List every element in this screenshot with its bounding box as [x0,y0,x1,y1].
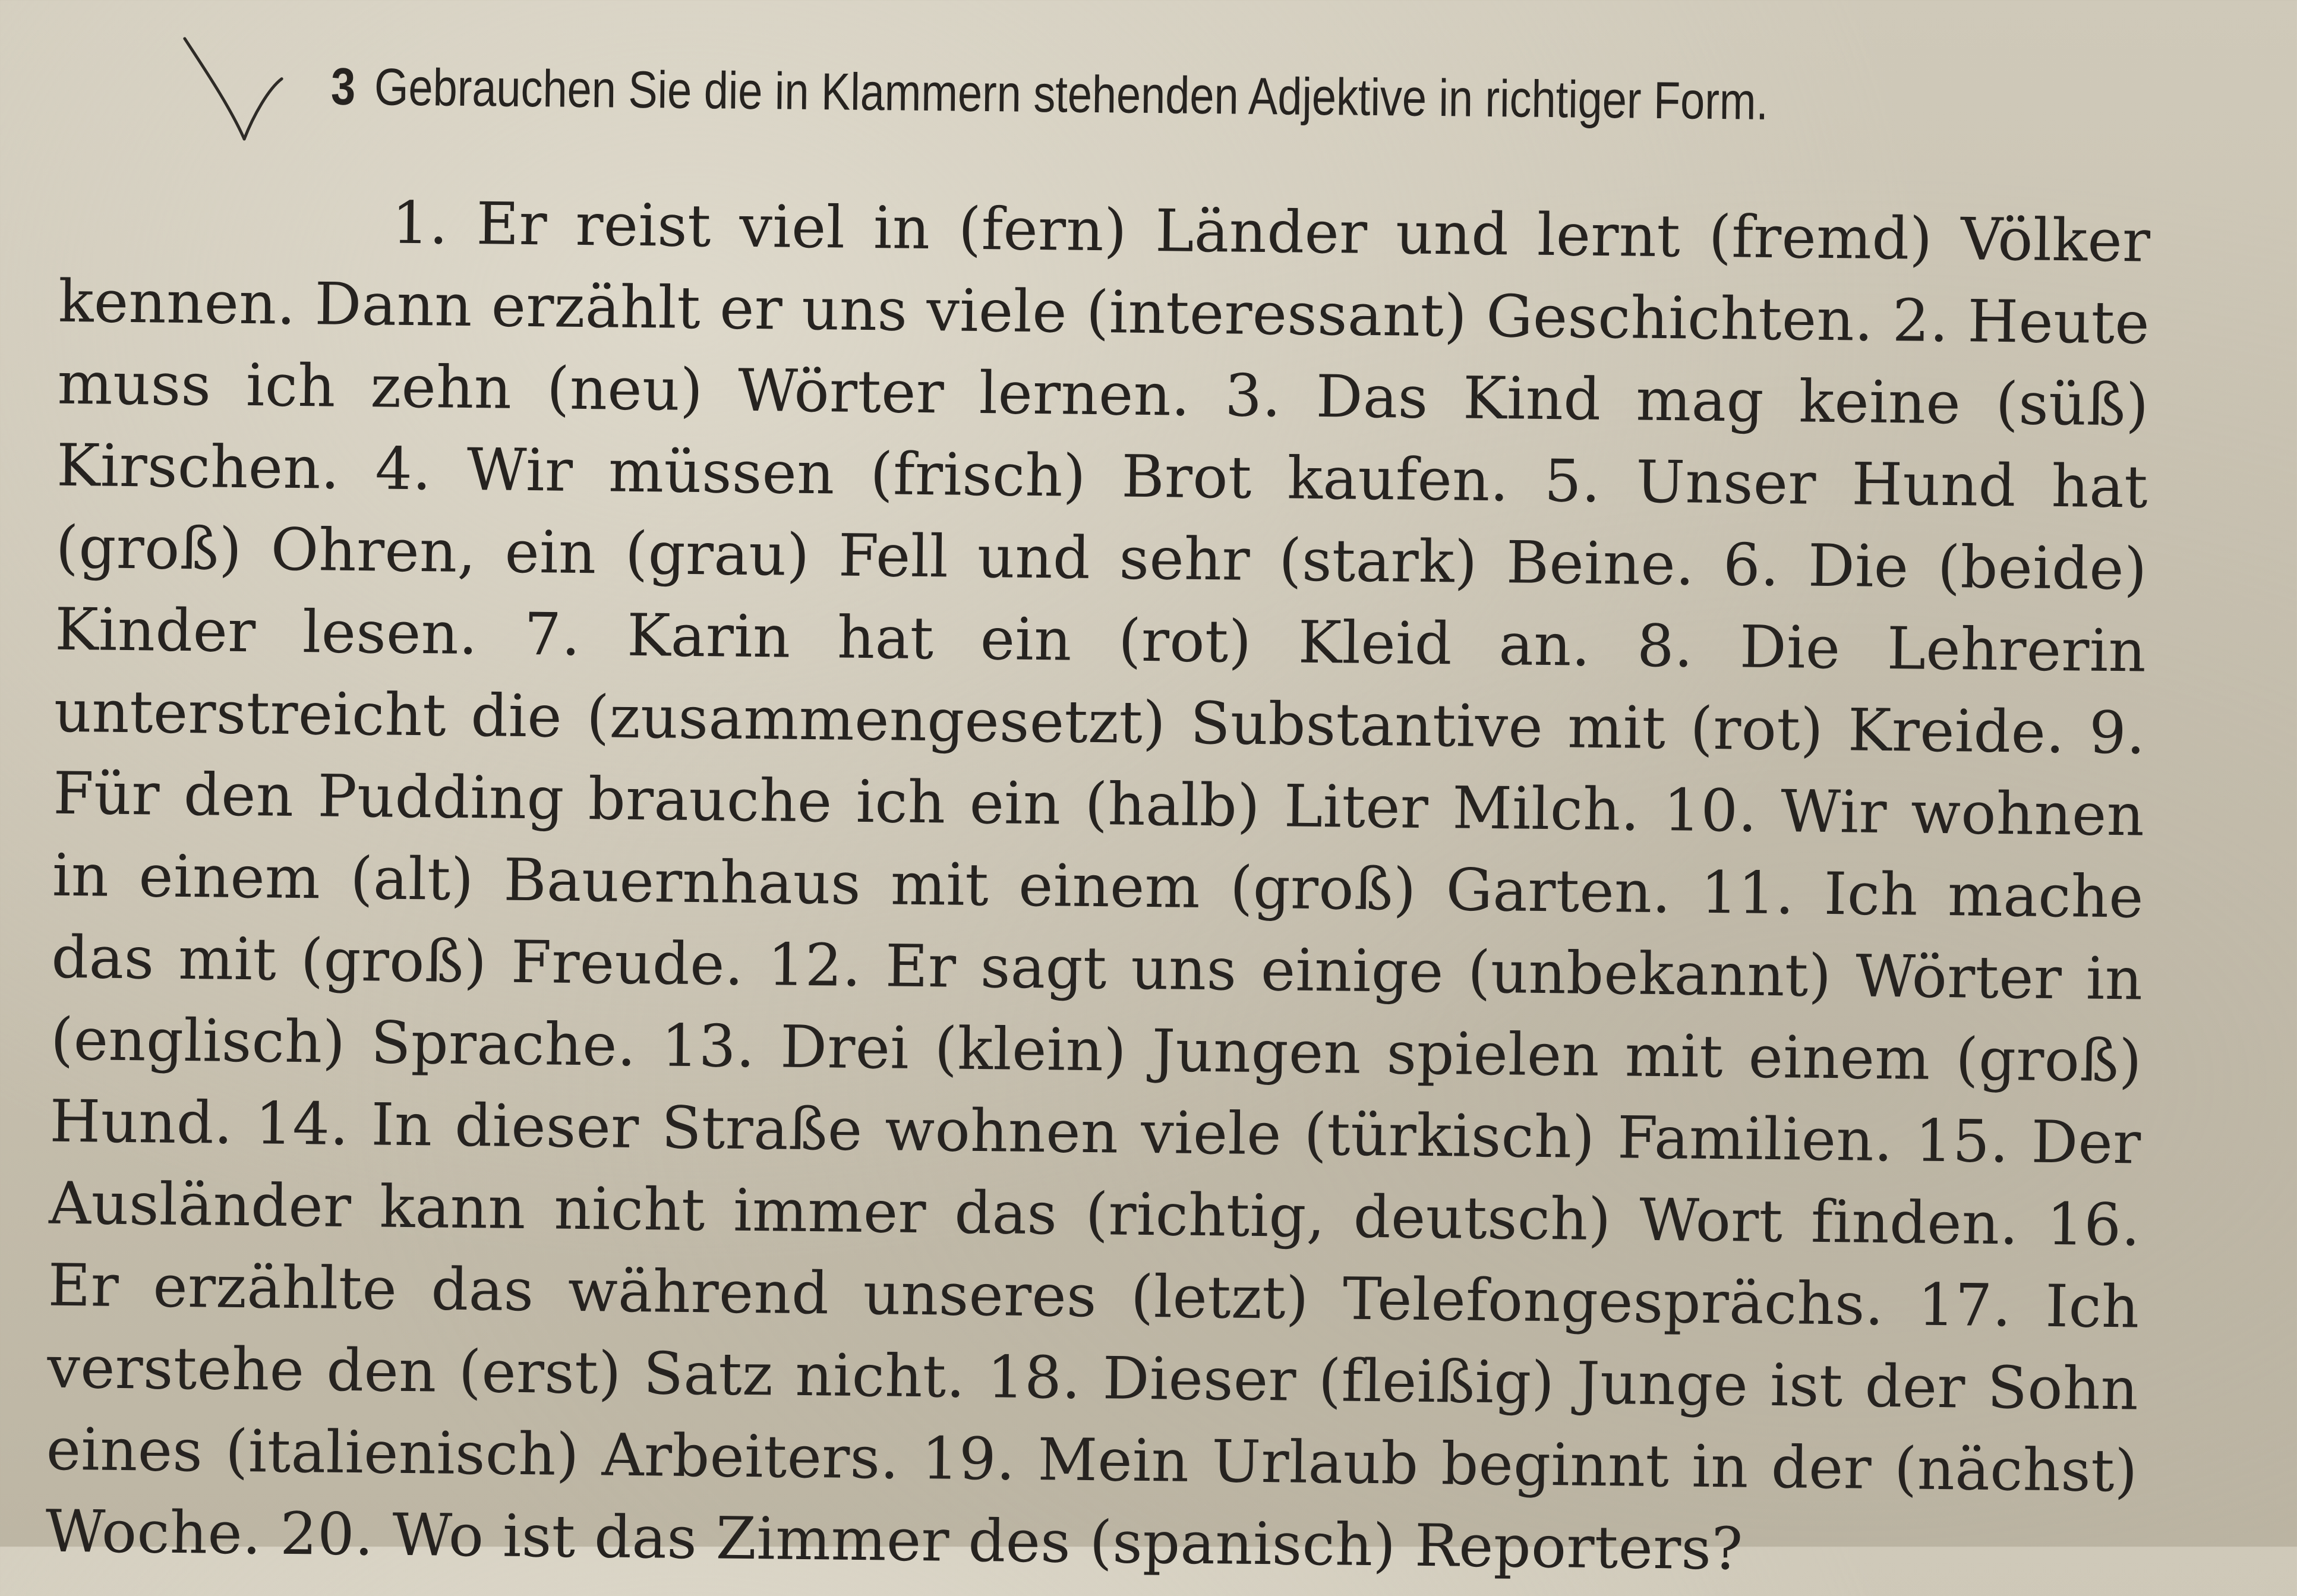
exercise-text: 1. Er reist viel in (fern) Länder und lernt (fremd) Völker kennen. Dann erzählt er uns viele (interessant) Geschichten. 2. Heute muss ich zehn (neu) Wörter lernen. 3. Das Kind mag keine (süß) Kirschen. 4. Wir müssen (frisch) Brot kaufen. 5. Unser Hund hat (groß) Ohren, ein (grau) Fell und sehr (stark) Beine. 6. Die (beide) Kinder lesen. 7. Karin hat ein (rot) Kleid an. 8. Die Lehrerin unterstreicht die (zusammengesetzt) Substantive mit (rot) Kreide. 9. Für den Pudding brauche ich ein (halb) Liter Milch. 10. Wir wohnen in einem (alt) Bauernhaus mit einem (groß) Garten. 11. Ich mache das mit (groß) Freude. 12. Er sagt uns einige (unbekannt) Wörter in (englisch) Sprache. 13. Drei (klein) Jungen spielen mit einem (groß) Hund. 14. In dieser Straße wohnen viele (türkisch) Familien. 15. Der Ausländer kann nicht immer das (richtig, deutsch) Wort finden. 16. Er erzählte das während unseres (letzt) Telefongesprächs. 17. Ich verstehe den (erst) Satz nicht. 18. Dieser (fleißig) Junge ist der Sohn eines (italienisch) Arbeiters. 19. Mein Urlaub beginnt in der (nächst) Woche. 20. Wo ist das Zimmer des (spanisch) Reporters? [45,189,2151,1584]
exercise-header [330,48,1829,159]
exercise-instruction: Gebrauchen Sie die in Klammern stehenden Adjektive in richtiger Form. [374,57,1769,131]
check-mark-icon [179,31,287,146]
exercise-number: 3 [330,56,356,116]
